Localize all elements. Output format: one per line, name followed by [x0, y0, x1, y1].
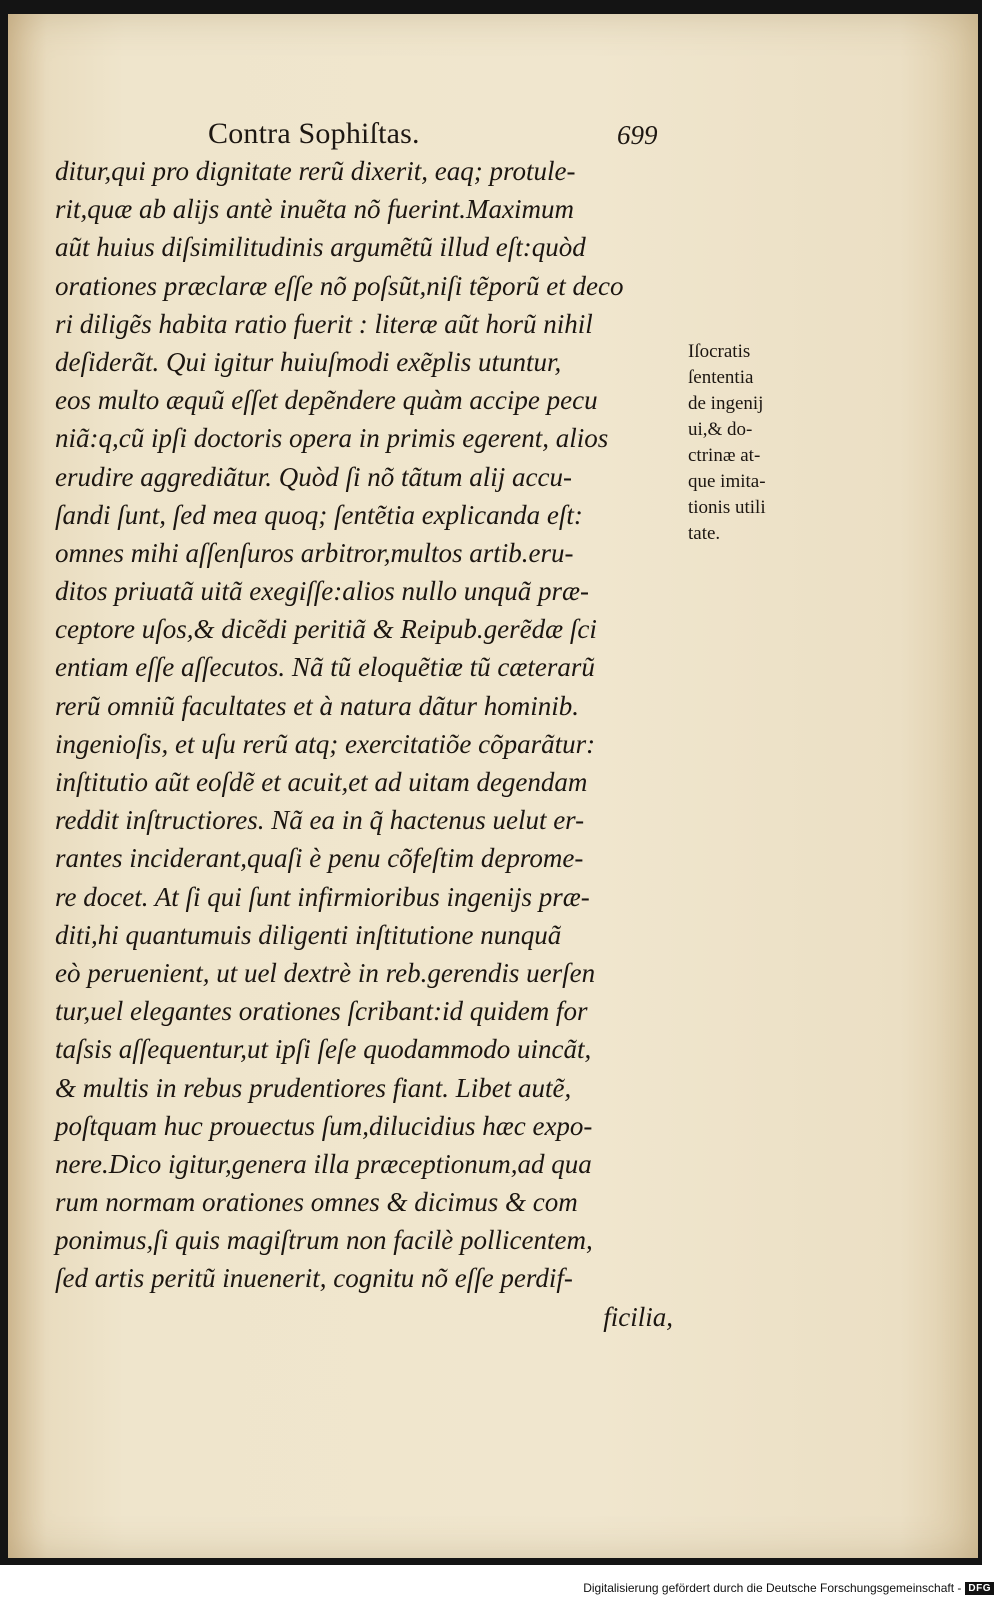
text-line: & multis in rebus prudentiores fiant. Libet autẽ,	[55, 1072, 572, 1103]
text-line: rantes inciderant,quaſi è penu cõfeſtim deprome-	[55, 843, 584, 874]
text-line: ficilia,	[603, 1301, 673, 1332]
marginal-note-line: ui,& do-	[688, 419, 753, 440]
text-line: diti,hi quantumuis diligenti inſtitutione nunquã	[55, 919, 562, 950]
marginal-note-line: que imita-	[688, 471, 766, 492]
text-line: ri diligẽs habita ratio fuerit : literæ aũt horũ nihil	[55, 308, 593, 339]
marginal-note-line: de ingenij	[688, 393, 764, 414]
marginal-note-line: ctrinæ at-	[688, 445, 761, 466]
book-page	[8, 14, 978, 1558]
text-line: deſiderãt. Qui igitur huiuſmodi exẽplis utuntur,	[55, 346, 562, 377]
text-line: orationes præclaræ eſſe nõ poſsũt,niſi tẽporũ et deco	[55, 270, 624, 301]
text-line: ditur,qui pro dignitate rerũ dixerit, eaq; protule-	[55, 156, 576, 186]
text-line: nere.Dico igitur,genera illa præceptionum,ad qua	[55, 1148, 592, 1179]
text-line: ſed artis peritũ inuenerit, cognitu nõ eſſe perdif-	[55, 1263, 573, 1294]
text-line: rit,quæ ab alijs antè inuẽta nõ fuerint.Maximum	[55, 194, 574, 225]
text-line: eò peruenient, ut uel dextrè in reb.gerendis uerſen	[55, 957, 596, 988]
text-line: ponimus,ſi quis magiſtrum non facilè pollicentem,	[55, 1225, 593, 1256]
text-line: eos multo æquũ eſſet depẽndere quàm accipe pecu	[55, 385, 598, 416]
marginal-note-line: Iſocratis	[688, 341, 751, 362]
page-number: 699	[617, 120, 658, 150]
credit-text: Digitalisierung gefördert durch die Deutsche Forschungsgemeinschaft -	[583, 1581, 962, 1595]
running-head: Contra Sophiſtas.	[208, 117, 420, 150]
text-line: inſtitutio aũt eoſdẽ et acuit,et ad uitam degendam	[55, 767, 588, 797]
text-line: ſandi ſunt, ſed mea quoq; ſentẽtia explicanda eſt:	[55, 499, 583, 530]
text-line: tur,uel elegantes orationes ſcribant:id quidem for	[55, 996, 588, 1027]
marginal-note-line: ſententia	[688, 367, 754, 388]
text-line: omnes mihi aſſenſuros arbitror,multos artib.eru-	[55, 537, 574, 568]
text-line: ceptore uſos,& dicẽdi peritiã & Reipub.gerẽdæ ſci	[55, 614, 597, 645]
marginal-note-line: tate.	[688, 523, 721, 544]
text-line: rum normam orationes omnes & dicimus & com	[55, 1187, 578, 1218]
text-line: rerũ omniũ facultates et à natura dãtur hominib.	[55, 690, 579, 721]
text-line: ingenioſis, et uſu rerũ atq; exercitatiõe cõparãtur:	[55, 728, 596, 759]
text-line: taſsis aſſequentur,ut ipſi ſeſe quodammodo uincãt,	[55, 1034, 592, 1065]
text-line: re docet. At ſi qui ſunt infirmioribus ingenijs præ-	[55, 881, 590, 912]
text-line: entiam eſſe aſſecutos. Nã tũ eloquẽtiæ tũ cæterarũ	[55, 652, 595, 683]
body-text	[55, 152, 675, 1336]
text-line: niã:q,cũ ipſi doctoris opera in primis egerent, alios	[55, 423, 609, 454]
dfg-logo: DFG	[965, 1582, 994, 1595]
digitization-credit	[583, 1581, 994, 1595]
marginal-note	[688, 339, 808, 547]
text-line: erudire aggrediãtur. Quòd ſi nõ tãtum alij accu-	[55, 461, 572, 492]
marginal-note-line: tionis utili	[688, 497, 766, 518]
text-line: ditos priuatã uitã exegiſſe:alios nullo unquã præ-	[55, 576, 589, 607]
text-line: poſtquam huc prouectus ſum,dilucidius hæc expo-	[55, 1110, 593, 1141]
text-line: aũt huius diſsimilitudinis argumẽtũ illud eſt:quòd	[55, 232, 586, 263]
text-line: reddit inſtructiores. Nã ea in q̃ hactenus uelut er-	[55, 805, 585, 836]
